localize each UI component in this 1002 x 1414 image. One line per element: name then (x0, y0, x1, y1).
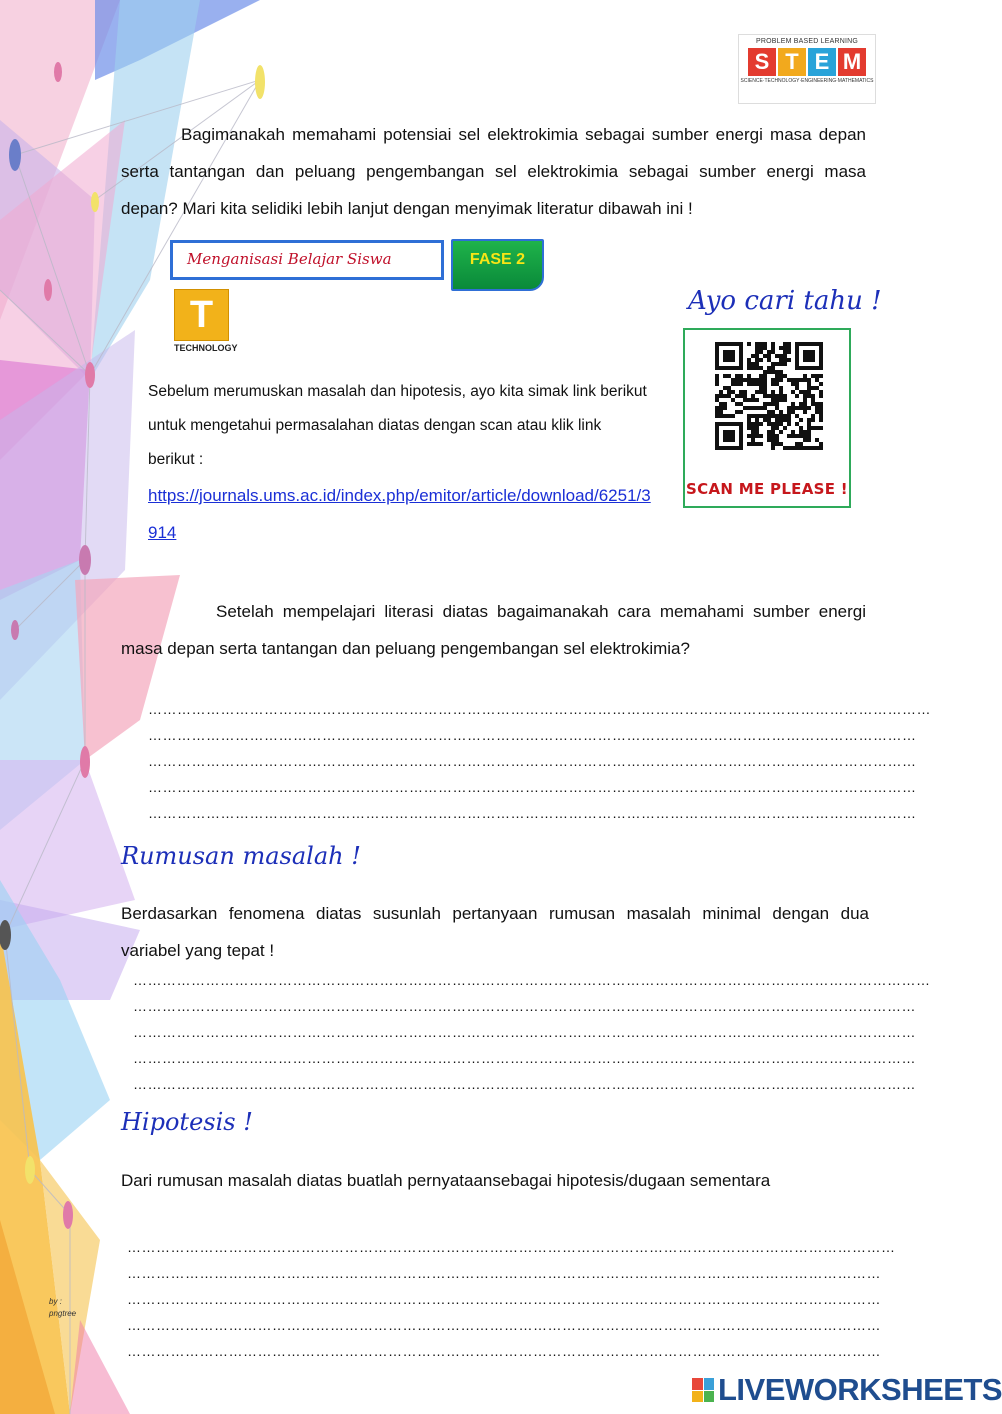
answer-line: ………………………………………………………………………………………………………………………………………… (127, 1317, 881, 1333)
liveworksheets-icon-square (704, 1391, 715, 1403)
liveworksheets-icon-square (704, 1378, 715, 1390)
intro-paragraph (121, 116, 866, 227)
stem-letter: E (808, 48, 836, 76)
answer-line: ………………………………………………………………………………………………………………………………………… (127, 1265, 881, 1281)
byline-by: by : (49, 1297, 62, 1306)
question-text: Setelah mempelajari literasi diatas bagaimanakah cara memahami sumber energi masa depan serta tantangan dan peluang pengembangan sel elektrokimia? (121, 602, 866, 658)
qr-code-icon (715, 342, 823, 450)
qr-heading: Ayo cari tahu ! (688, 286, 882, 316)
answer-line: …………………………………………………………………………………………………………………………………………… (148, 727, 917, 743)
liveworksheets-logo[interactable] (692, 1372, 1002, 1408)
liveworksheets-icon (692, 1378, 714, 1402)
stem-letter: T (778, 48, 806, 76)
answer-line: …………………………………………………………………………………………………………………………………………… (127, 1239, 896, 1255)
stem-logo (738, 34, 876, 104)
liveworksheets-brand: LIVEWORKSHEETS (718, 1372, 1002, 1407)
rumusan-heading: Rumusan masalah ! (121, 842, 361, 870)
answer-line: …………………………………………………………………………………………………………………………………………… (148, 779, 917, 795)
answer-line: ………………………………………………………………………………………………………………………………………………… (133, 972, 931, 988)
answer-line: …………………………………………………………………………………………………………………………………………… (148, 753, 917, 769)
stem-letter: S (748, 48, 776, 76)
stem-letters (739, 48, 875, 76)
byline (49, 1296, 76, 1320)
answer-line: ……………………………………………………………………………………………………………………………………………… (133, 1024, 916, 1040)
hipotesis-heading: Hipotesis ! (121, 1108, 253, 1136)
article-link[interactable]: https://journals.ums.ac.id/index.php/emitor/article/download/6251/3914 (148, 486, 651, 542)
phase-label-box (170, 240, 444, 280)
answer-line: ……………………………………………………………………………………………………………………………………………… (148, 701, 931, 717)
stem-letter: M (838, 48, 866, 76)
phase-tag-text: FASE 2 (469, 251, 526, 268)
answer-line: ………………………………………………………………………………………………………………………………………… (127, 1343, 881, 1359)
technology-badge (174, 289, 238, 357)
liveworksheets-icon-square (692, 1391, 703, 1403)
qr-code-box[interactable] (683, 328, 851, 508)
technology-badge-label: TECHNOLOGY (174, 343, 238, 353)
rumusan-answer-area[interactable] (133, 967, 931, 1097)
phase-label: Menganisasi Belajar Siswa (187, 250, 392, 268)
question-paragraph (121, 593, 866, 667)
intro-text: Bagimanakah memahami potensiai sel elektrokimia sebagai sumber energi masa depan serta tantangan dan peluang pengembangan sel elektrokimia sebagai sumber energi masa depan? Mari kita selidiki lebih lanjut dengan menyimak literatur dibawah ini ! (121, 125, 866, 218)
link-card (134, 370, 654, 552)
liveworksheets-icon-square (692, 1378, 703, 1390)
byline-name: pngtree (49, 1309, 77, 1318)
answer-line: …………………………………………………………………………………………………………………………………………… (148, 805, 917, 821)
answer-line: ……………………………………………………………………………………………………………………………………………… (133, 998, 916, 1014)
link-card-text: Sebelum merumuskan masalah dan hipotesis, ayo kita simak link berikut untuk mengetahui permasalahan diatas dengan scan atau klik link berikut : (148, 383, 647, 468)
phase-tag (451, 239, 544, 291)
answer-line: ……………………………………………………………………………………………………………………………………………… (133, 1076, 916, 1092)
qr-label: SCAN ME PLEASE ! (686, 480, 848, 498)
answer-line: ………………………………………………………………………………………………………………………………………… (127, 1291, 881, 1307)
stem-logo-top-label: PROBLEM BASED LEARNING (755, 38, 859, 45)
answer-area-1[interactable] (148, 696, 931, 826)
hipotesis-text: Dari rumusan masalah diatas buatlah pernyataansebagai hipotesis/dugaan sementara (121, 1171, 771, 1190)
answer-line: ……………………………………………………………………………………………………………………………………………… (133, 1050, 916, 1066)
stem-logo-subtitle: SCIENCE·TECHNOLOGY·ENGINEERING·MATHEMATICS (740, 78, 874, 84)
rumusan-text: Berdasarkan fenomena diatas susunlah pertanyaan rumusan masalah minimal dengan dua variabel yang tepat ! (121, 904, 869, 960)
hipotesis-answer-area[interactable] (127, 1234, 896, 1364)
technology-badge-letter: T (174, 289, 229, 341)
